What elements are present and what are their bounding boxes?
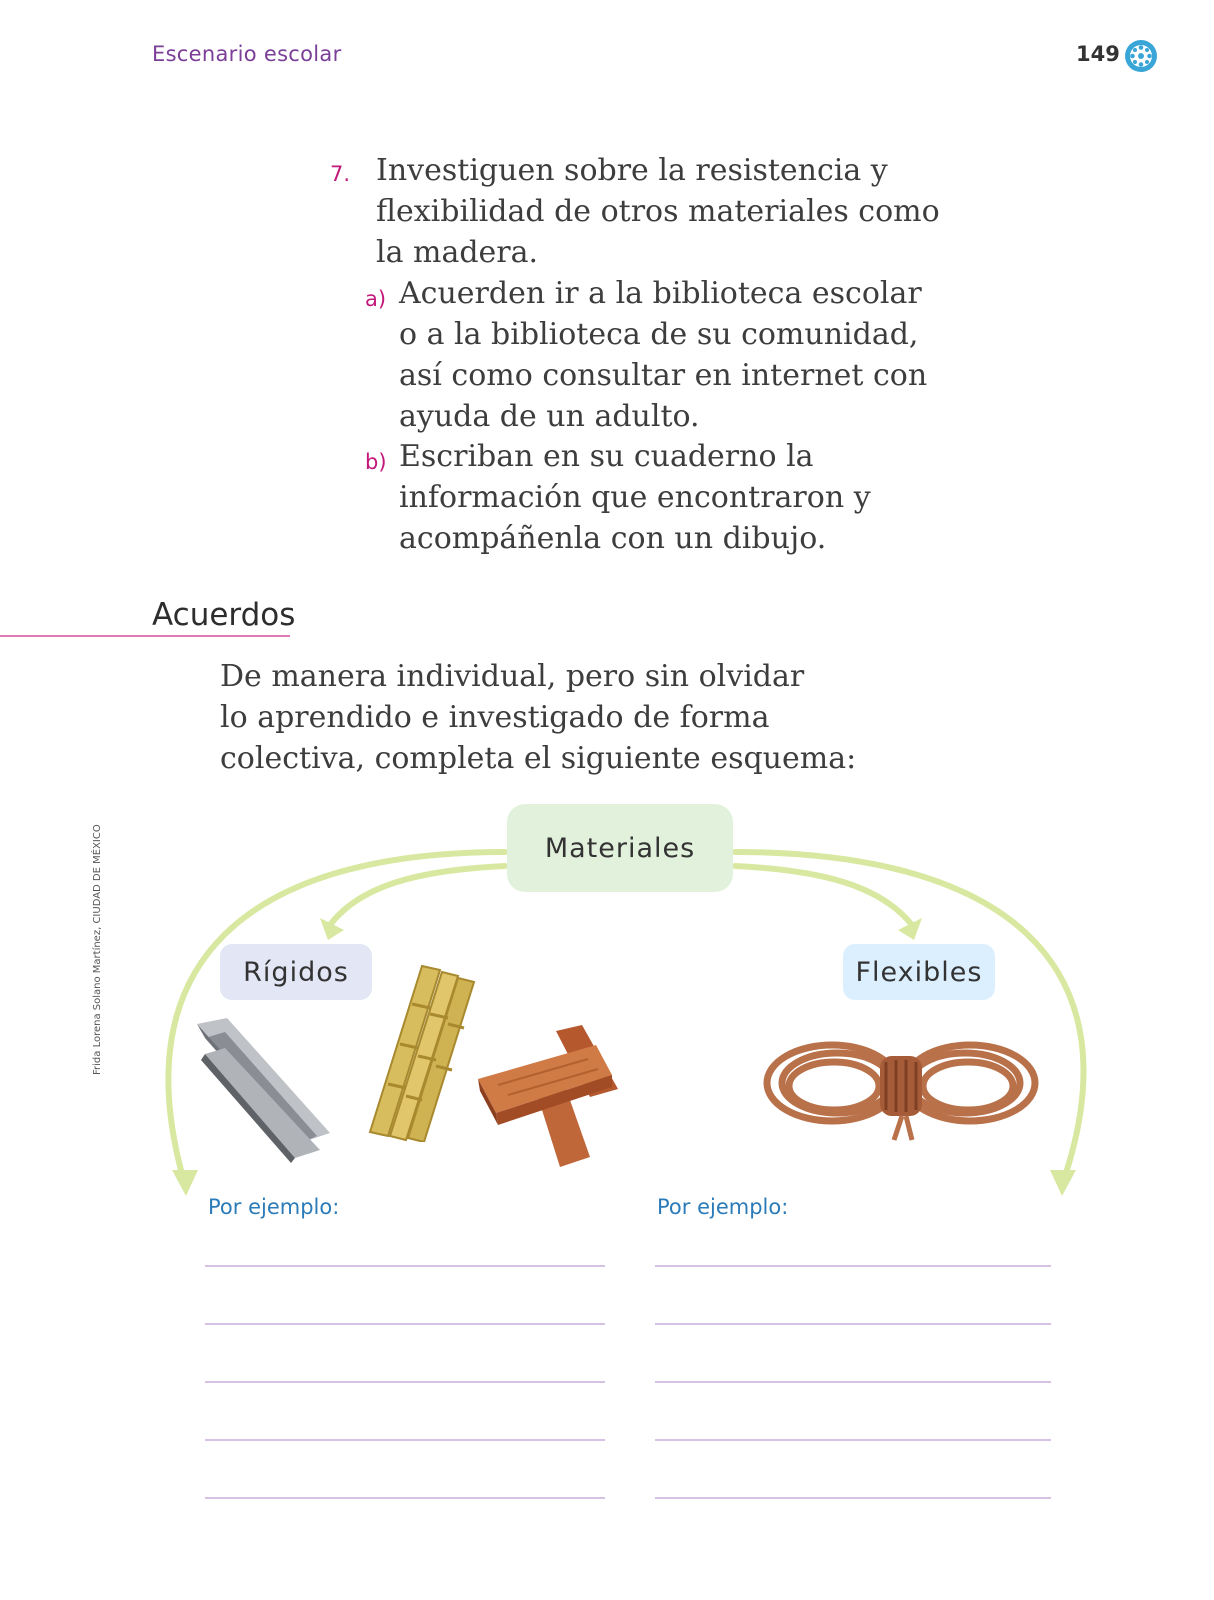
arrowhead-outer-right bbox=[1050, 1170, 1076, 1196]
rope-coil-illustration bbox=[762, 1028, 1042, 1143]
subitem-line: así como consultar en internet con bbox=[399, 358, 928, 393]
rigid-box: Rígidos bbox=[220, 944, 372, 1000]
intro-line: De manera individual, pero sin olvidar bbox=[220, 659, 805, 694]
subitem-marker-b: b) bbox=[365, 450, 387, 474]
left-answer-line[interactable] bbox=[205, 1497, 605, 1499]
question-number: 7. bbox=[330, 162, 351, 186]
subitem-line: ayuda de un adulto. bbox=[399, 399, 700, 434]
arrow-inner-left bbox=[330, 866, 505, 925]
question-line: flexibilidad de otros materiales como bbox=[376, 194, 940, 229]
wood-planks-illustration bbox=[478, 1025, 623, 1170]
illustrator-credit: Frida Lorena Solano Martínez, CIUDAD DE MÉXICO bbox=[92, 824, 103, 1075]
left-answer-line[interactable] bbox=[205, 1439, 605, 1441]
page-number: 149 bbox=[1076, 42, 1120, 66]
subitem-marker-a: a) bbox=[365, 287, 387, 311]
intro-line: colectiva, completa el siguiente esquema: bbox=[220, 741, 857, 776]
subitem-line: acompáñenla con un dibujo. bbox=[399, 521, 827, 556]
subitem-line: Acuerden ir a la biblioteca escolar bbox=[399, 276, 922, 311]
right-answer-line[interactable] bbox=[655, 1323, 1051, 1325]
right-answer-line[interactable] bbox=[655, 1381, 1051, 1383]
left-answer-line[interactable] bbox=[205, 1323, 605, 1325]
bamboo-canes-illustration bbox=[360, 964, 480, 1142]
materials-box: Materiales bbox=[507, 804, 733, 892]
intro-line: lo aprendido e investigado de forma bbox=[220, 700, 770, 735]
flexible-box: Flexibles bbox=[843, 944, 995, 1000]
question-line: la madera. bbox=[376, 235, 539, 270]
right-answer-line[interactable] bbox=[655, 1497, 1051, 1499]
right-answer-line[interactable] bbox=[655, 1265, 1051, 1267]
left-example-label: Por ejemplo: bbox=[208, 1195, 340, 1219]
arrowhead-outer-left bbox=[172, 1170, 198, 1196]
steel-beam-illustration bbox=[195, 1018, 335, 1163]
left-answer-line[interactable] bbox=[205, 1265, 605, 1267]
question-line: Investiguen sobre la resistencia y bbox=[376, 153, 888, 188]
left-answer-line[interactable] bbox=[205, 1381, 605, 1383]
section-title: Acuerdos bbox=[152, 597, 296, 633]
running-header: Escenario escolar bbox=[152, 42, 342, 66]
right-example-label: Por ejemplo: bbox=[657, 1195, 789, 1219]
subitem-line: o a la biblioteca de su comunidad, bbox=[399, 317, 919, 352]
subitem-line: Escriban en su cuaderno la bbox=[399, 439, 814, 474]
subitem-line: información que encontraron y bbox=[399, 480, 871, 515]
arrow-inner-right bbox=[735, 866, 912, 925]
right-answer-line[interactable] bbox=[655, 1439, 1051, 1441]
